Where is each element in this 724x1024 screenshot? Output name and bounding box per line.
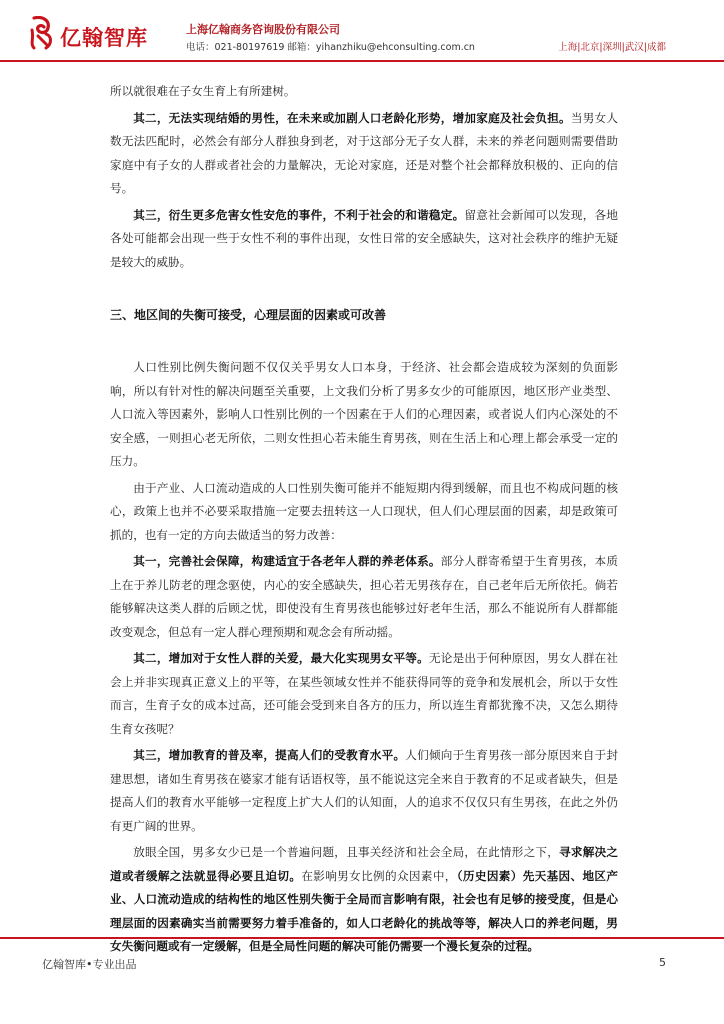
paragraph: 其三，衍生更多危害女性安危的事件，不利于社会的和谐稳定。留意社会新闻可以发现，各地各处可能都会出现一些于女性不利的事件出现，女性日常的安全感缺失，这对社会秩序的维护无疑是较大的威胁。 bbox=[110, 207, 618, 269]
company-name: 上海亿翰商务咨询股份有限公司 bbox=[186, 23, 340, 36]
paragraph: 其一，完善社会保障，构建适宜于各老年人群的养老体系。部分人群寄希望于生育男孩，本质上在于养儿防老的理念驱使，内心的安全感缺失，担心若无男孩存在，自己老年后无所依托。倘若能够解决这类人群的后顾之忧，即使没有生育男孩也能够过好老年生活，那么不能说所有人群都能改变观念，但总有一定人群心理预期和观念会有所动摇。 bbox=[110, 554, 618, 639]
paragraph: 其三，增加教育的普及率，提高人们的受教育水平。人们倾向于生育男孩一部分原因来自于封建思想，诸如生育男孩在婆家才能有话语权等，虽不能说这完全来自于教育的不足或者缺失，但是提高人们的教育水平能够一定程度上扩大人们的认知面，人的追求不仅仅只有生男孩，在此之外仍有更广阔的世界。 bbox=[110, 748, 618, 833]
brand-logo-icon bbox=[28, 16, 54, 50]
section-heading: 三、地区间的失衡可接受，心理层面的因素或可改善 bbox=[110, 308, 387, 322]
paragraph-lead: 其三，衍生更多危害女性安危的事件，不利于社会的和谐稳定。 bbox=[133, 207, 465, 222]
page-number: 5 bbox=[659, 956, 666, 969]
contact-info: 电话：021-80197619 邮箱：yihanzhiku@ehconsulting.com.cn bbox=[186, 42, 475, 53]
paragraph: 人口性别比例失衡问题不仅仅关乎男女人口本身，于经济、社会都会造成较为深刻的负面影响，所以有针对性的解决问题至关重要，上文我们分析了男多女少的可能原因，地区形产业类型、人口流入等因素外，影响人口性别比例的一个因素在于人们的心理因素，或者说人们内心深处的不安全感，一则担心老无所依，二则女性担心若未能生育男孩，则在生活上和心理上都会承受一定的压力。 bbox=[110, 360, 618, 468]
paragraph: 由于产业、人口流动造成的人口性别失衡可能并不能短期内得到缓解，而且也不构成问题的核心，政策上也并不必要采取措施一定要去扭转这一人口现状，但人们心理层面的因素，却是政策可抓的，也有一定的方向去做适当的努力改善： bbox=[110, 480, 618, 542]
footer-brand: 亿翰智库•专业出品 bbox=[42, 958, 137, 971]
footer-divider bbox=[0, 937, 724, 939]
brand-logo-text: 亿翰智库 bbox=[60, 26, 148, 50]
office-cities: 上海|北京|深圳|武汉|成都 bbox=[558, 42, 666, 53]
paragraph: 放眼全国，男多女少已是一个普遍问题，且事关经济和社会全局，在此情形之下，寻求解决之道或者缓解之法就显得必要且迫切。在影响男女比例的众因素中，（历史因素）先天基因、地区产业、人口流动造成的结构性的地区性别失衡于全局而言影响有限，社会也有足够的接受度，但是心理层面的因素确实当前需要努力着手准备的，如人口老龄化的挑战等等，解决人口的养老问题，男女失衡问题或有一定缓解，但是全局性问题的解决可能仍需要一个漫长复杂的过程。 bbox=[110, 845, 618, 953]
page-header bbox=[0, 0, 724, 66]
paragraph-lead: 其二，无法实现结婚的男性，在未来或加剧人口老龄化形势，增加家庭及社会负担。 bbox=[133, 110, 571, 125]
paragraph: 所以就很难在子女生育上有所建树。 bbox=[110, 84, 296, 98]
paragraph-lead: 其一，完善社会保障，构建适宜于各老年人群的养老体系。 bbox=[133, 554, 441, 568]
paragraph: 其二，增加对于女性人群的关爱，最大化实现男女平等。无论是出于何种原因，男女人群在社会上并非实现真正意义上的平等，在某些领域女性并不能获得同等的竞争和发展机会，所以于女性而言，生育子女的成本过高，还可能会受到来自各方的压力，所以连生育都犹豫不决，又怎么期待生育女孩呢？ bbox=[110, 651, 618, 736]
paragraph-lead: 其二，增加对于女性人群的关爱，最大化实现男女平等。 bbox=[133, 651, 429, 665]
paragraph: 其二，无法实现结婚的男性，在未来或加剧人口老龄化形势，增加家庭及社会负担。当男女人数无法匹配时，必然会有部分人群独身到老，对于这部分无子女人群，未来的养老问题则需要借助家庭中有子女的人群或者社会的力量解决，无论对家庭，还是对整个社会都释放积极的、正向的信号。 bbox=[110, 110, 618, 195]
paragraph-lead: 其三，增加教育的普及率，提高人们的受教育水平。 bbox=[133, 748, 406, 762]
document-body bbox=[110, 80, 618, 962]
header-divider bbox=[0, 60, 724, 62]
